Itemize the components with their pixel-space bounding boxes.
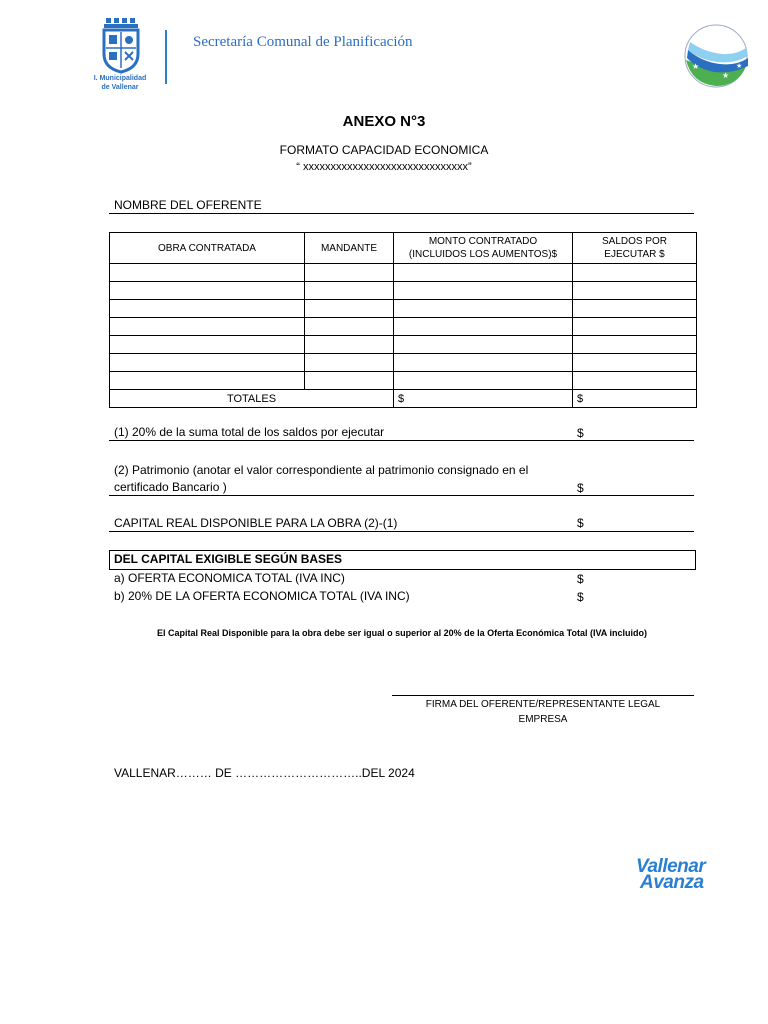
table-cell[interactable] — [394, 318, 573, 336]
table-row — [110, 354, 697, 372]
capital-available-label: CAPITAL REAL DISPONIBLE PARA LA OBRA (2)-(1) — [114, 516, 398, 530]
calc-item-1-value[interactable]: $ — [577, 426, 584, 440]
table-cell[interactable] — [573, 372, 697, 390]
table-row — [110, 300, 697, 318]
caption-line-2: de Vallenar — [101, 84, 139, 91]
table-row — [110, 318, 697, 336]
header-saldos-line-2: EJECUTAR $ — [604, 249, 665, 260]
environmental-certification-seal-icon — [682, 22, 754, 90]
table-cell[interactable] — [394, 282, 573, 300]
table-cell[interactable] — [305, 318, 394, 336]
signature-label — [392, 697, 694, 727]
brand-line-2: Avanza — [640, 872, 704, 893]
header-saldos-por-ejecutar — [573, 233, 697, 264]
header-monto-line-2: (INCLUIDOS LOS AUMENTOS)$ — [408, 249, 558, 260]
table-row — [110, 264, 697, 282]
table-header-row — [110, 233, 697, 264]
table-cell[interactable] — [573, 354, 697, 372]
table-cell[interactable] — [573, 300, 697, 318]
signature-label-line-1: FIRMA DEL OFERENTE/REPRESENTANTE LEGAL — [425, 699, 661, 710]
brand-line-1: Vallenar — [636, 856, 706, 877]
table-cell[interactable] — [305, 282, 394, 300]
calc-item-2-label-line-1: (2) Patrimonio (anotar el valor correspondiente al patrimonio consignado en el — [114, 463, 529, 477]
svg-text:★: ★ — [722, 71, 730, 80]
table-cell[interactable] — [394, 264, 573, 282]
capital-requirement-note: El Capital Real Disponible para la obra debe ser igual o superior al 20% de la Oferta Económica Total (IVA incluido) — [157, 628, 647, 638]
header-mandante: MANDANTE — [305, 233, 394, 264]
totals-monto-cell[interactable]: $ — [394, 390, 573, 408]
calc-item-2-value[interactable]: $ — [577, 481, 584, 495]
bidder-name-label: NOMBRE DEL OFERENTE — [114, 198, 262, 212]
totals-row — [110, 390, 697, 408]
table-cell[interactable] — [573, 336, 697, 354]
table-cell[interactable] — [394, 336, 573, 354]
header-divider — [165, 30, 167, 84]
bases-item-b-label: b) 20% DE LA OFERTA ECONOMICA TOTAL (IVA INC) — [114, 589, 410, 603]
table-row — [110, 336, 697, 354]
bidder-name-line[interactable] — [109, 213, 694, 214]
capital-available-line — [109, 531, 694, 532]
table-row — [110, 372, 697, 390]
table-cell[interactable] — [394, 372, 573, 390]
municipality-caption — [80, 74, 160, 92]
totals-label: TOTALES — [110, 390, 394, 408]
signature-label-line-2: EMPRESA — [518, 714, 568, 725]
table-cell[interactable] — [394, 300, 573, 318]
header-saldos-line-1: SALDOS POR — [601, 236, 668, 247]
project-name-placeholder: “ xxxxxxxxxxxxxxxxxxxxxxxxxxxxxx” — [296, 161, 472, 173]
table-cell[interactable] — [394, 354, 573, 372]
table-cell[interactable] — [110, 336, 305, 354]
calc-item-2-line — [109, 495, 694, 496]
capital-available-value[interactable]: $ — [577, 516, 584, 530]
calc-item-2-label-line-2: certificado Bancario ) — [114, 480, 227, 494]
bases-item-a-value[interactable]: $ — [577, 572, 584, 586]
table-row — [110, 282, 697, 300]
svg-text:★: ★ — [692, 62, 700, 71]
vallenar-avanza-logo — [636, 856, 706, 893]
table-cell[interactable] — [110, 354, 305, 372]
totals-saldos-cell[interactable]: $ — [573, 390, 697, 408]
table-cell[interactable] — [573, 282, 697, 300]
caption-line-1: I. Municipalidad — [93, 75, 147, 82]
table-cell[interactable] — [110, 282, 305, 300]
department-name: Secretaría Comunal de Planificación — [193, 34, 413, 50]
table-cell[interactable] — [305, 336, 394, 354]
document-subtitle: FORMATO CAPACIDAD ECONOMICA — [279, 143, 489, 157]
signature-line[interactable] — [392, 695, 694, 696]
document-title: ANEXO N°3 — [342, 113, 426, 130]
table-cell[interactable] — [305, 354, 394, 372]
calc-item-1-label: (1) 20% de la suma total de los saldos por ejecutar — [114, 425, 385, 439]
svg-text:★: ★ — [736, 62, 743, 70]
table-cell[interactable] — [305, 300, 394, 318]
place-and-date: VALLENAR……… DE …………………………..DEL 2024 — [114, 766, 415, 780]
table-cell[interactable] — [305, 264, 394, 282]
header-obra-contratada: OBRA CONTRATADA — [110, 233, 305, 264]
table-cell[interactable] — [573, 318, 697, 336]
bases-section-title: DEL CAPITAL EXIGIBLE SEGÚN BASES — [114, 552, 343, 566]
bases-item-b-value[interactable]: $ — [577, 590, 584, 604]
table-cell[interactable] — [110, 318, 305, 336]
table-cell[interactable] — [110, 300, 305, 318]
calc-item-1-line — [109, 440, 694, 441]
table-cell[interactable] — [110, 372, 305, 390]
header-monto-line-1: MONTO CONTRATADO — [428, 236, 538, 247]
header-monto-contratado — [394, 233, 573, 264]
table-cell[interactable] — [305, 372, 394, 390]
bases-item-a-label: a) OFERTA ECONOMICA TOTAL (IVA INC) — [114, 571, 345, 585]
contracted-works-table — [109, 232, 697, 408]
table-cell[interactable] — [573, 264, 697, 282]
table-cell[interactable] — [110, 264, 305, 282]
